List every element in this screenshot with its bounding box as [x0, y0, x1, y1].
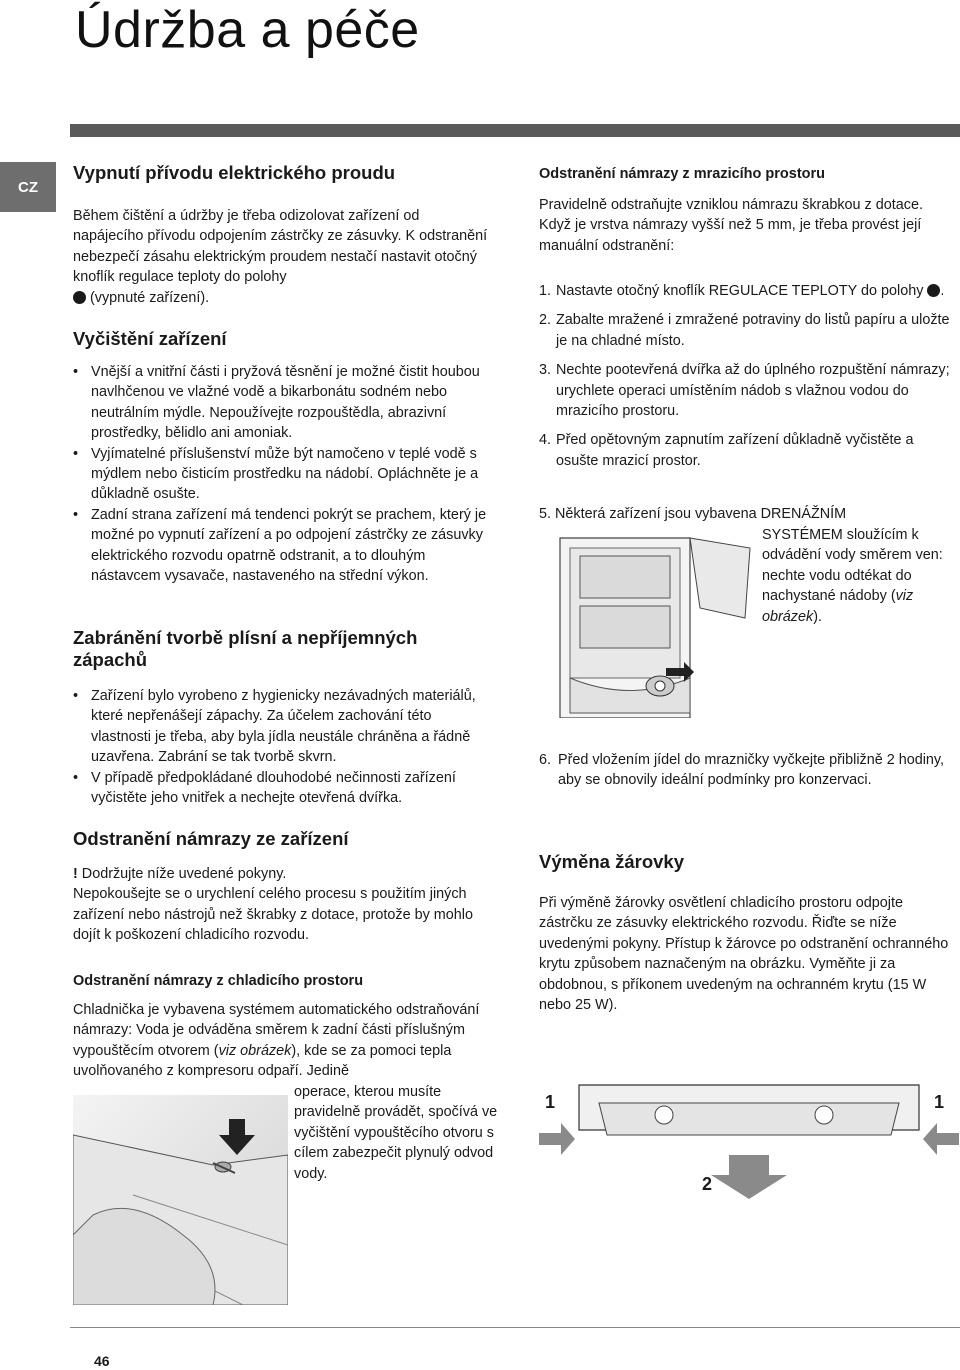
step-5 — [539, 504, 939, 524]
bulb-icon — [815, 1106, 833, 1124]
off-position-icon — [927, 284, 940, 297]
label-step-2: 2 — [702, 1174, 713, 1194]
step-text: Zabalte mražené i zmražené potraviny do listů papíru a uložte je na chladné místo. — [556, 312, 950, 349]
power-heading: Vypnutí přívodu elektrického proudu — [73, 162, 396, 183]
step-6-text: Před vložením jídel do mrazničky vyčkejte přibližně 2 hodiny, aby se obnovily ideální podmínky pro konzervaci. — [558, 752, 945, 789]
drain-hole — [655, 681, 665, 691]
step-text: Před opětovným zapnutím zařízení důkladně vyčistěte a osušte mrazicí prostor. — [556, 432, 914, 469]
fridge-defrost-text — [73, 1000, 488, 1082]
fridge-drain-figure — [73, 1095, 288, 1305]
step-text: Nastavte otočný knoflík REGULACE TEPLOTY do polohy — [556, 283, 924, 299]
arrow-down-icon — [711, 1155, 787, 1199]
bulb-heading: Výměna žárovky — [539, 851, 685, 872]
drawer-top — [580, 556, 670, 598]
defrost-text — [73, 864, 493, 946]
drawer-bottom — [580, 606, 670, 648]
freezer-defrost-heading: Odstranění námrazy z mrazicího prostoru — [539, 166, 826, 182]
step-number: 5. — [539, 506, 552, 522]
power-text-2: (vypnuté zařízení). — [90, 289, 210, 306]
list-item: • Vnější a vnitřní části i pryžová těsnění je možné čistit houbou navlhčenou ve vlažné vodě a bikarbonátu sodném nebo neutrálním mýdle. Nepoužívejte rozpouštědla, abrazivní prostředky, bělidlo ani amoniak. — [73, 362, 493, 444]
page-number: 46 — [94, 1353, 110, 1369]
freezer-steps — [539, 281, 954, 471]
fridge-defrost-text-b: ), kde se za pomoci tepla uvolňovaného z kompresoru odpaří. Jedině — [73, 1042, 452, 1080]
step-text: Nechte pootevřená dvířka až do úplného rozpuštění námrazy; urychlete operaci umístěním nádob s vlažnou vodou do mrazicího prostoru. — [556, 362, 950, 420]
language-tab: CZ — [0, 162, 56, 212]
arrow-left-icon — [923, 1123, 959, 1155]
step-5-text: Některá zařízení jsou vybavena DRENÁŽNÍM — [555, 506, 847, 522]
arrow-right-icon — [539, 1123, 575, 1155]
mold-list — [73, 686, 493, 808]
see-figure-ref: viz obrázek — [218, 1042, 292, 1059]
power-text — [73, 206, 493, 308]
step-number: 6. — [539, 752, 552, 768]
lamp-cover — [599, 1103, 899, 1135]
step-5-side: SYSTÉMEM sloužícím k odvádění vody směrem ven: nechte vodu odtékat do nachystané nádoby ( — [762, 527, 943, 605]
footer-rule — [70, 1327, 960, 1328]
bulb-text: Při výměně žárovky osvětlení chladicího prostoru odpojte zástrčku ze zásuvky elektrického rozvodu. Řiďte se níže uvedenými pokyny. Přístup k žárovce po odstranění ochranného krytu způsobem naznačeným na obrázku. Vyměňte ji za obdobnou, s příkonem uvedeným na ochranném krytu (15 W nebo 25 W). — [539, 895, 949, 1014]
mold-heading: Zabránění tvorbě plísní a nepříjemných zápachů — [73, 627, 418, 670]
open-door — [690, 538, 750, 618]
step-number: 2. — [539, 312, 552, 329]
page-title: Údržba a péče — [75, 1, 420, 59]
cleaning-list — [73, 362, 493, 586]
freezer-drain-figure — [540, 528, 755, 718]
power-text-1: Během čištění a údržby je třeba odizolovat zařízení od napájecího přívodu odpojením zástrčky ze zásuvky. K odstranění nebezpečí zásahu elektrickým proudem nestačí nastavit otočný knoflík regulace teploty do polohy — [73, 208, 488, 286]
list-item: • Vyjímatelné příslušenství může být namočeno v teplé vodě s mýdlem nebo čisticím prostředku na nádobí. Opláchněte je a důkladně osušte. — [73, 444, 493, 505]
list-item: • Zařízení bylo vyrobeno z hygienicky nezávadných materiálů, které nepřenášejí zápachy. Za účelem zachování této vlastnosti je třeba, aby byla jídla neustále chráněna a řádně uzavřena. Zabrání se tak tvorbě skvrn. — [73, 686, 493, 768]
freezer-defrost-intro: Pravidelně odstraňujte vzniklou námrazu škrabkou z dotace. Když je vrstva námrazy vyšší než 5 mm, je třeba provést její manuální odstranění: — [539, 197, 923, 254]
bulb-cover-figure — [539, 1075, 959, 1205]
header-rule — [70, 124, 960, 137]
see-figure-ref: viz obrázek — [762, 588, 914, 625]
step-5-side-text — [762, 525, 952, 627]
step-number: 3. — [539, 362, 552, 379]
label-step-1-right: 1 — [934, 1092, 945, 1112]
fridge-defrost-side-text: operace, kterou musíte pravidelně provádět, spočívá ve vyčištění vypouštěcího otvoru s cílem zabezpečit plynulý odvod vody. — [294, 1084, 498, 1182]
step-5-end: ). — [813, 608, 822, 625]
step-number: 4. — [539, 432, 552, 449]
fridge-defrost-text-a: Chladnička je vybavena systémem automatického odstraňování námrazy: Voda je odváděna směrem k zadní části příslušným vypouštěcím otvorem ( — [73, 1002, 480, 1059]
list-item — [539, 360, 954, 421]
list-item — [539, 310, 954, 351]
defrost-warning: Dodržujte níže uvedené pokyny. — [81, 866, 287, 882]
step-number: 1. — [539, 283, 552, 299]
list-item: • Zadní strana zařízení má tendenci pokrýt se prachem, který je možné po vypnutí zařízení a po odpojení zástrčky ze zásuvky elektrického rozvodu opatrně odstranit, a to dlouhým nástavcem vysavače, nastaveného na střední výkon. — [73, 505, 493, 587]
defrost-body: Nepokoušejte se o urychlení celého procesu s použitím jiných zařízení nebo nástrojů než škrabky z dotace, protože by mohlo dojít k poškození chladicího rozvodu. — [73, 886, 473, 944]
cleaning-heading: Vyčištění zařízení — [73, 328, 227, 349]
list-item: 1. Nastavte otočný knoflík REGULACE TEPLOTY do polohy . — [539, 281, 954, 301]
off-position-icon — [73, 291, 86, 304]
defrost-heading: Odstranění námrazy ze zařízení — [73, 828, 349, 849]
bulb-icon — [655, 1106, 673, 1124]
list-item — [539, 430, 954, 471]
list-item: • V případě předpokládané dlouhodobé nečinnosti zařízení vyčistěte jeho vnitřek a nechejte otevřená dvířka. — [73, 768, 493, 809]
warning-mark: ! — [73, 866, 78, 882]
step-6 — [539, 750, 949, 791]
fridge-defrost-heading: Odstranění námrazy z chladicího prostoru — [73, 973, 364, 989]
label-step-1-left: 1 — [545, 1092, 556, 1112]
